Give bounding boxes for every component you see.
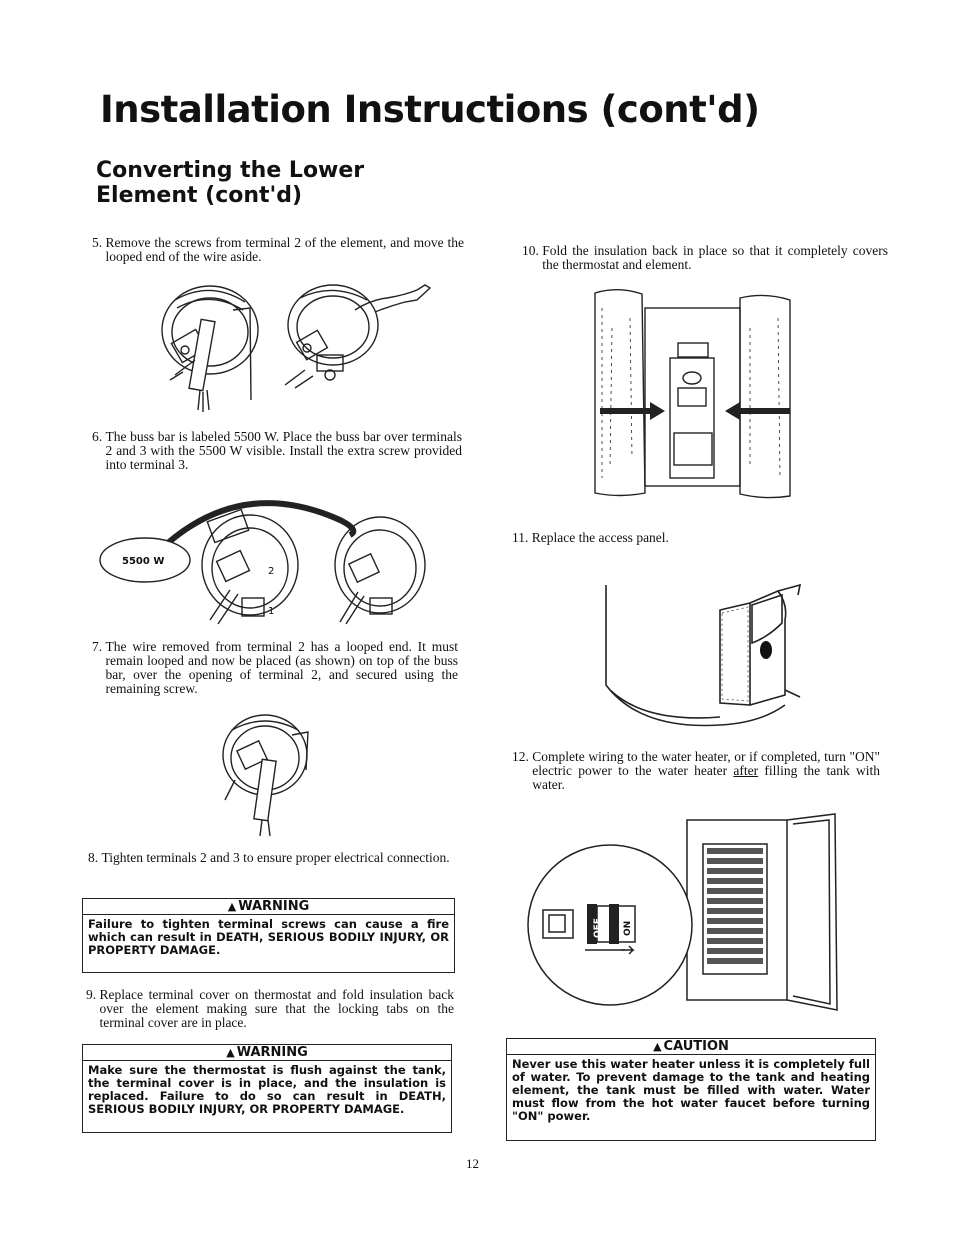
page-title: Installation Instructions (cont'd) <box>100 88 760 131</box>
remove-screw-figure <box>155 280 445 420</box>
buss-bar-label: 5500 W <box>122 556 165 567</box>
step-9 <box>86 988 454 1030</box>
step-number: 11. <box>512 530 532 545</box>
step-text: The buss bar is labeled 5500 W. Place the buss bar over terminals 2 and 3 with the 5500 W visible. Install the extra screw provided into terminal 3. <box>105 429 462 472</box>
terminal-2-label: 2 <box>268 566 275 577</box>
step-text: Fold the insulation back in place so that it completely covers the thermostat and element. <box>542 243 888 272</box>
insulation-figure <box>590 288 800 500</box>
warning-box-1 <box>82 898 455 973</box>
buss-bar-figure <box>100 490 440 640</box>
warning-box-2 <box>82 1044 452 1133</box>
caution-box <box>506 1038 876 1141</box>
warning-triangle-icon: ▲ <box>226 1046 235 1059</box>
warning-triangle-icon: ▲ <box>227 900 237 913</box>
step-number: 6. <box>92 429 106 444</box>
looped-wire-figure <box>220 710 320 840</box>
step-12 <box>512 750 880 792</box>
warning-heading: ▲ WARNING <box>83 899 454 915</box>
caution-text: Never use this water heater unless it is completely full of water. To prevent damage to the tank and heating element, the tank must be filled with water. Water must flow from the hot water faucet before turning "ON" power. <box>512 1057 870 1123</box>
step-text: Replace the access panel. <box>531 530 669 545</box>
step-number: 9. <box>86 987 100 1002</box>
step-7 <box>92 640 458 696</box>
step-number: 10. <box>522 243 543 258</box>
breaker-on-label: ON <box>623 920 633 936</box>
step-number: 7. <box>92 639 106 654</box>
step-text: Remove the screws from terminal 2 of the element, and move the looped end of the wire aside. <box>105 235 464 264</box>
step-text: Complete wiring to the water heater, or if completed, turn "ON" electric power to the water heater after filling the tank with water. <box>532 749 880 792</box>
step-number: 12. <box>512 749 533 764</box>
warning-triangle-icon: ▲ <box>653 1040 662 1053</box>
access-panel-figure <box>600 565 815 733</box>
warning-heading: ▲ WARNING <box>83 1045 451 1061</box>
warning-text: Failure to tighten terminal screws can cause a fire which can result in DEATH, SERIOUS BODILY INJURY, OR PROPERTY DAMAGE. <box>88 917 449 957</box>
step-5 <box>92 236 464 264</box>
step-text: Replace terminal cover on thermostat and fold insulation back over the element making sure that the locking tabs on the terminal cover are in place. <box>99 987 454 1030</box>
section-title: Converting the Lower Element (cont'd) <box>96 158 365 208</box>
breaker-panel-figure <box>525 810 845 1015</box>
warning-text: Make sure the thermostat is flush against the tank, the terminal cover is in place, and the insulation is replaced. Failure to do so can result in DEATH, SERIOUS BODILY INJURY, OR PROPERTY DAMAGE. <box>88 1063 446 1116</box>
thermostat-hole-icon <box>760 641 772 659</box>
step-text: Tighten terminals 2 and 3 to ensure proper electrical connection. <box>101 850 450 865</box>
step-number: 8. <box>88 850 102 865</box>
breaker-off-label: OFF <box>593 918 603 938</box>
terminal-1-label: 1 <box>268 606 275 617</box>
step-number: 5. <box>92 235 106 250</box>
step-6 <box>92 430 462 472</box>
step-10 <box>522 244 888 272</box>
step-11 <box>512 531 812 545</box>
step-8 <box>88 851 452 865</box>
step-text: The wire removed from terminal 2 has a looped end. It must remain looped and now be placed (as shown) on top of the buss bar, over the opening of terminal 2, and secured using the remaining screw. <box>105 639 458 696</box>
caution-heading: ▲ CAUTION <box>507 1039 875 1055</box>
page-number: 12 <box>466 1156 479 1171</box>
